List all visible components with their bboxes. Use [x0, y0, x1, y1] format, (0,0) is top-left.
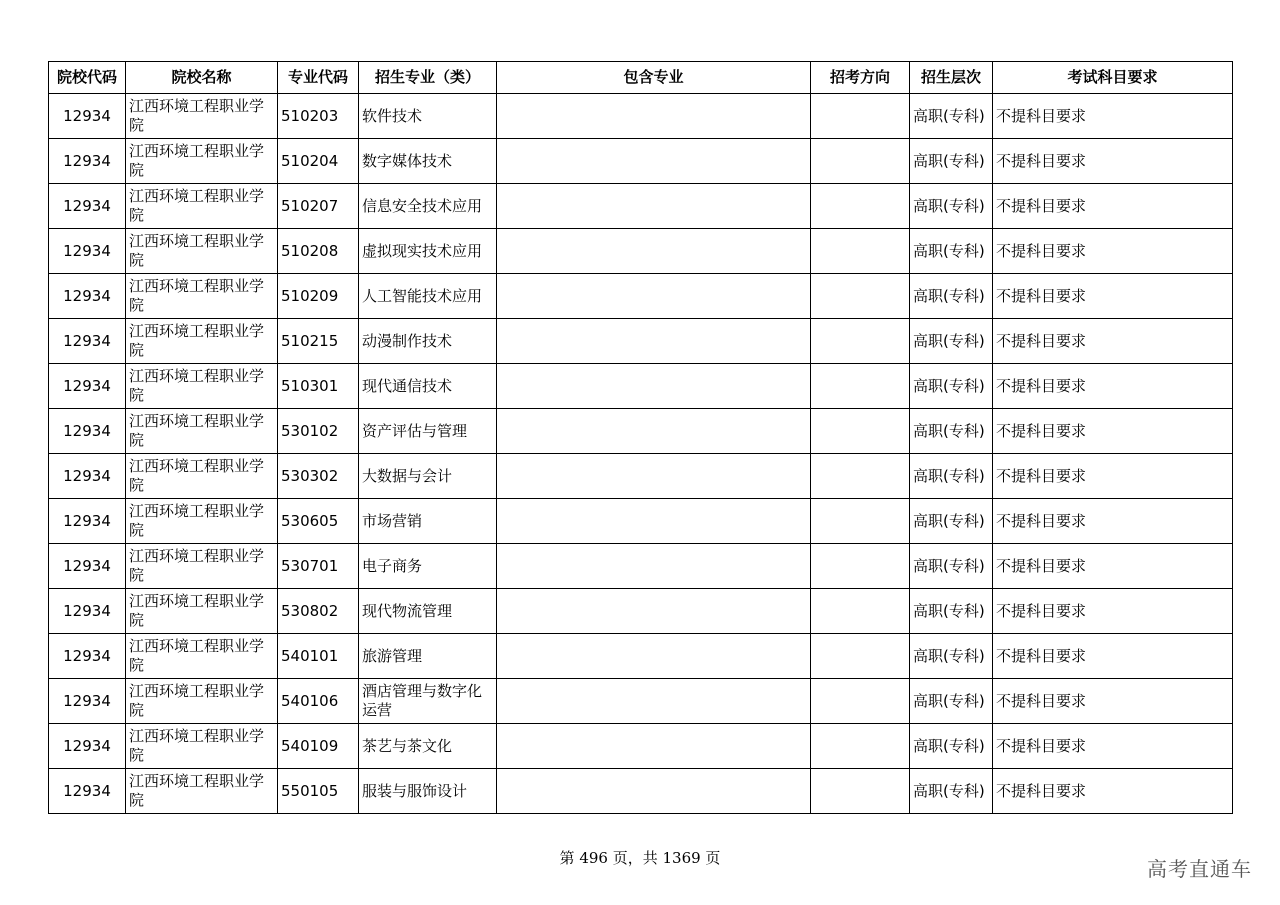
header-level: 招生层次 — [910, 62, 993, 94]
header-major-code: 专业代码 — [278, 62, 359, 94]
table-row — [49, 319, 1233, 364]
cell-major: 旅游管理 — [359, 634, 497, 679]
cell-direction — [811, 364, 910, 409]
cell-school-name: 江西环境工程职业学院 — [126, 229, 278, 274]
cell-included-majors — [497, 544, 811, 589]
header-included-majors: 包含专业 — [497, 62, 811, 94]
cell-requirement: 不提科目要求 — [993, 139, 1233, 184]
table-header — [49, 62, 1233, 94]
cell-major-code: 540101 — [278, 634, 359, 679]
table-row — [49, 769, 1233, 814]
page-number: 第 496 页，共 1369 页 — [559, 849, 721, 867]
cell-major-code: 510215 — [278, 319, 359, 364]
cell-school-name: 江西环境工程职业学院 — [126, 139, 278, 184]
cell-direction — [811, 184, 910, 229]
cell-included-majors — [497, 139, 811, 184]
cell-level: 高职(专科) — [910, 634, 993, 679]
cell-direction — [811, 229, 910, 274]
cell-direction — [811, 679, 910, 724]
table-row — [49, 274, 1233, 319]
cell-major-code: 530802 — [278, 589, 359, 634]
cell-included-majors — [497, 364, 811, 409]
cell-level: 高职(专科) — [910, 499, 993, 544]
cell-school-code: 12934 — [49, 454, 126, 499]
cell-requirement: 不提科目要求 — [993, 499, 1233, 544]
cell-level: 高职(专科) — [910, 229, 993, 274]
cell-major: 电子商务 — [359, 544, 497, 589]
cell-major-code: 510207 — [278, 184, 359, 229]
cell-included-majors — [497, 229, 811, 274]
cell-level: 高职(专科) — [910, 679, 993, 724]
header-school-name: 院校名称 — [126, 62, 278, 94]
table-row — [49, 679, 1233, 724]
cell-school-name: 江西环境工程职业学院 — [126, 769, 278, 814]
header-row — [49, 62, 1233, 94]
cell-requirement: 不提科目要求 — [993, 589, 1233, 634]
cell-major-code: 530302 — [278, 454, 359, 499]
table-row — [49, 229, 1233, 274]
cell-requirement: 不提科目要求 — [993, 364, 1233, 409]
cell-included-majors — [497, 184, 811, 229]
table-row — [49, 184, 1233, 229]
cell-requirement: 不提科目要求 — [993, 634, 1233, 679]
cell-included-majors — [497, 499, 811, 544]
cell-included-majors — [497, 274, 811, 319]
table-row — [49, 589, 1233, 634]
cell-level: 高职(专科) — [910, 139, 993, 184]
cell-requirement: 不提科目要求 — [993, 184, 1233, 229]
cell-level: 高职(专科) — [910, 589, 993, 634]
cell-major: 现代通信技术 — [359, 364, 497, 409]
header-major: 招生专业（类） — [359, 62, 497, 94]
cell-requirement: 不提科目要求 — [993, 544, 1233, 589]
cell-level: 高职(专科) — [910, 454, 993, 499]
cell-school-name: 江西环境工程职业学院 — [126, 364, 278, 409]
cell-major: 虚拟现实技术应用 — [359, 229, 497, 274]
cell-school-code: 12934 — [49, 364, 126, 409]
cell-school-name: 江西环境工程职业学院 — [126, 634, 278, 679]
cell-included-majors — [497, 679, 811, 724]
table-row — [49, 544, 1233, 589]
cell-level: 高职(专科) — [910, 184, 993, 229]
cell-major-code: 510204 — [278, 139, 359, 184]
cell-requirement: 不提科目要求 — [993, 454, 1233, 499]
cell-school-name: 江西环境工程职业学院 — [126, 589, 278, 634]
cell-direction — [811, 274, 910, 319]
cell-requirement: 不提科目要求 — [993, 409, 1233, 454]
cell-major: 酒店管理与数字化运营 — [359, 679, 497, 724]
cell-school-name: 江西环境工程职业学院 — [126, 499, 278, 544]
cell-school-name: 江西环境工程职业学院 — [126, 454, 278, 499]
table-row — [49, 139, 1233, 184]
cell-direction — [811, 454, 910, 499]
watermark: 高考直通车 — [1147, 857, 1252, 881]
cell-requirement: 不提科目要求 — [993, 724, 1233, 769]
cell-school-code: 12934 — [49, 679, 126, 724]
cell-requirement: 不提科目要求 — [993, 229, 1233, 274]
cell-direction — [811, 544, 910, 589]
cell-direction — [811, 319, 910, 364]
cell-included-majors — [497, 634, 811, 679]
header-direction: 招考方向 — [811, 62, 910, 94]
cell-direction — [811, 634, 910, 679]
admissions-table — [48, 61, 1233, 814]
cell-direction — [811, 724, 910, 769]
cell-level: 高职(专科) — [910, 319, 993, 364]
cell-direction — [811, 589, 910, 634]
cell-requirement: 不提科目要求 — [993, 769, 1233, 814]
table-row — [49, 94, 1233, 139]
table-row — [49, 409, 1233, 454]
cell-school-name: 江西环境工程职业学院 — [126, 544, 278, 589]
cell-major-code: 510208 — [278, 229, 359, 274]
table-row — [49, 364, 1233, 409]
cell-major-code: 510209 — [278, 274, 359, 319]
cell-direction — [811, 94, 910, 139]
cell-school-code: 12934 — [49, 634, 126, 679]
cell-level: 高职(专科) — [910, 544, 993, 589]
cell-school-name: 江西环境工程职业学院 — [126, 184, 278, 229]
cell-major: 市场营销 — [359, 499, 497, 544]
cell-school-code: 12934 — [49, 724, 126, 769]
table-row — [49, 724, 1233, 769]
cell-level: 高职(专科) — [910, 409, 993, 454]
cell-school-code: 12934 — [49, 589, 126, 634]
cell-level: 高职(专科) — [910, 769, 993, 814]
cell-major-code: 510203 — [278, 94, 359, 139]
cell-school-code: 12934 — [49, 409, 126, 454]
cell-school-name: 江西环境工程职业学院 — [126, 274, 278, 319]
cell-major-code: 550105 — [278, 769, 359, 814]
cell-school-code: 12934 — [49, 184, 126, 229]
cell-included-majors — [497, 454, 811, 499]
cell-direction — [811, 769, 910, 814]
cell-school-code: 12934 — [49, 94, 126, 139]
cell-major: 软件技术 — [359, 94, 497, 139]
cell-school-code: 12934 — [49, 139, 126, 184]
cell-major-code: 530605 — [278, 499, 359, 544]
cell-school-code: 12934 — [49, 499, 126, 544]
cell-direction — [811, 409, 910, 454]
cell-requirement: 不提科目要求 — [993, 679, 1233, 724]
cell-major: 服装与服饰设计 — [359, 769, 497, 814]
header-requirement: 考试科目要求 — [993, 62, 1233, 94]
cell-direction — [811, 139, 910, 184]
table-body — [49, 94, 1233, 814]
table-row — [49, 499, 1233, 544]
cell-major-code: 540109 — [278, 724, 359, 769]
cell-requirement: 不提科目要求 — [993, 94, 1233, 139]
cell-included-majors — [497, 319, 811, 364]
cell-school-name: 江西环境工程职业学院 — [126, 319, 278, 364]
cell-school-code: 12934 — [49, 544, 126, 589]
cell-requirement: 不提科目要求 — [993, 319, 1233, 364]
cell-school-code: 12934 — [49, 229, 126, 274]
cell-school-name: 江西环境工程职业学院 — [126, 94, 278, 139]
cell-major-code: 510301 — [278, 364, 359, 409]
cell-major: 人工智能技术应用 — [359, 274, 497, 319]
cell-major: 信息安全技术应用 — [359, 184, 497, 229]
cell-included-majors — [497, 769, 811, 814]
cell-major-code: 540106 — [278, 679, 359, 724]
cell-school-name: 江西环境工程职业学院 — [126, 409, 278, 454]
cell-included-majors — [497, 409, 811, 454]
cell-major: 动漫制作技术 — [359, 319, 497, 364]
cell-level: 高职(专科) — [910, 364, 993, 409]
cell-direction — [811, 499, 910, 544]
cell-level: 高职(专科) — [910, 94, 993, 139]
cell-school-code: 12934 — [49, 319, 126, 364]
cell-major: 大数据与会计 — [359, 454, 497, 499]
cell-major-code: 530102 — [278, 409, 359, 454]
cell-school-name: 江西环境工程职业学院 — [126, 679, 278, 724]
cell-school-code: 12934 — [49, 274, 126, 319]
cell-major: 资产评估与管理 — [359, 409, 497, 454]
cell-level: 高职(专科) — [910, 274, 993, 319]
cell-major: 茶艺与茶文化 — [359, 724, 497, 769]
cell-included-majors — [497, 94, 811, 139]
cell-school-code: 12934 — [49, 769, 126, 814]
cell-major-code: 530701 — [278, 544, 359, 589]
cell-level: 高职(专科) — [910, 724, 993, 769]
cell-included-majors — [497, 724, 811, 769]
table-row — [49, 634, 1233, 679]
cell-school-name: 江西环境工程职业学院 — [126, 724, 278, 769]
cell-included-majors — [497, 589, 811, 634]
table-row — [49, 454, 1233, 499]
cell-major: 数字媒体技术 — [359, 139, 497, 184]
cell-major: 现代物流管理 — [359, 589, 497, 634]
cell-requirement: 不提科目要求 — [993, 274, 1233, 319]
header-school-code: 院校代码 — [49, 62, 126, 94]
